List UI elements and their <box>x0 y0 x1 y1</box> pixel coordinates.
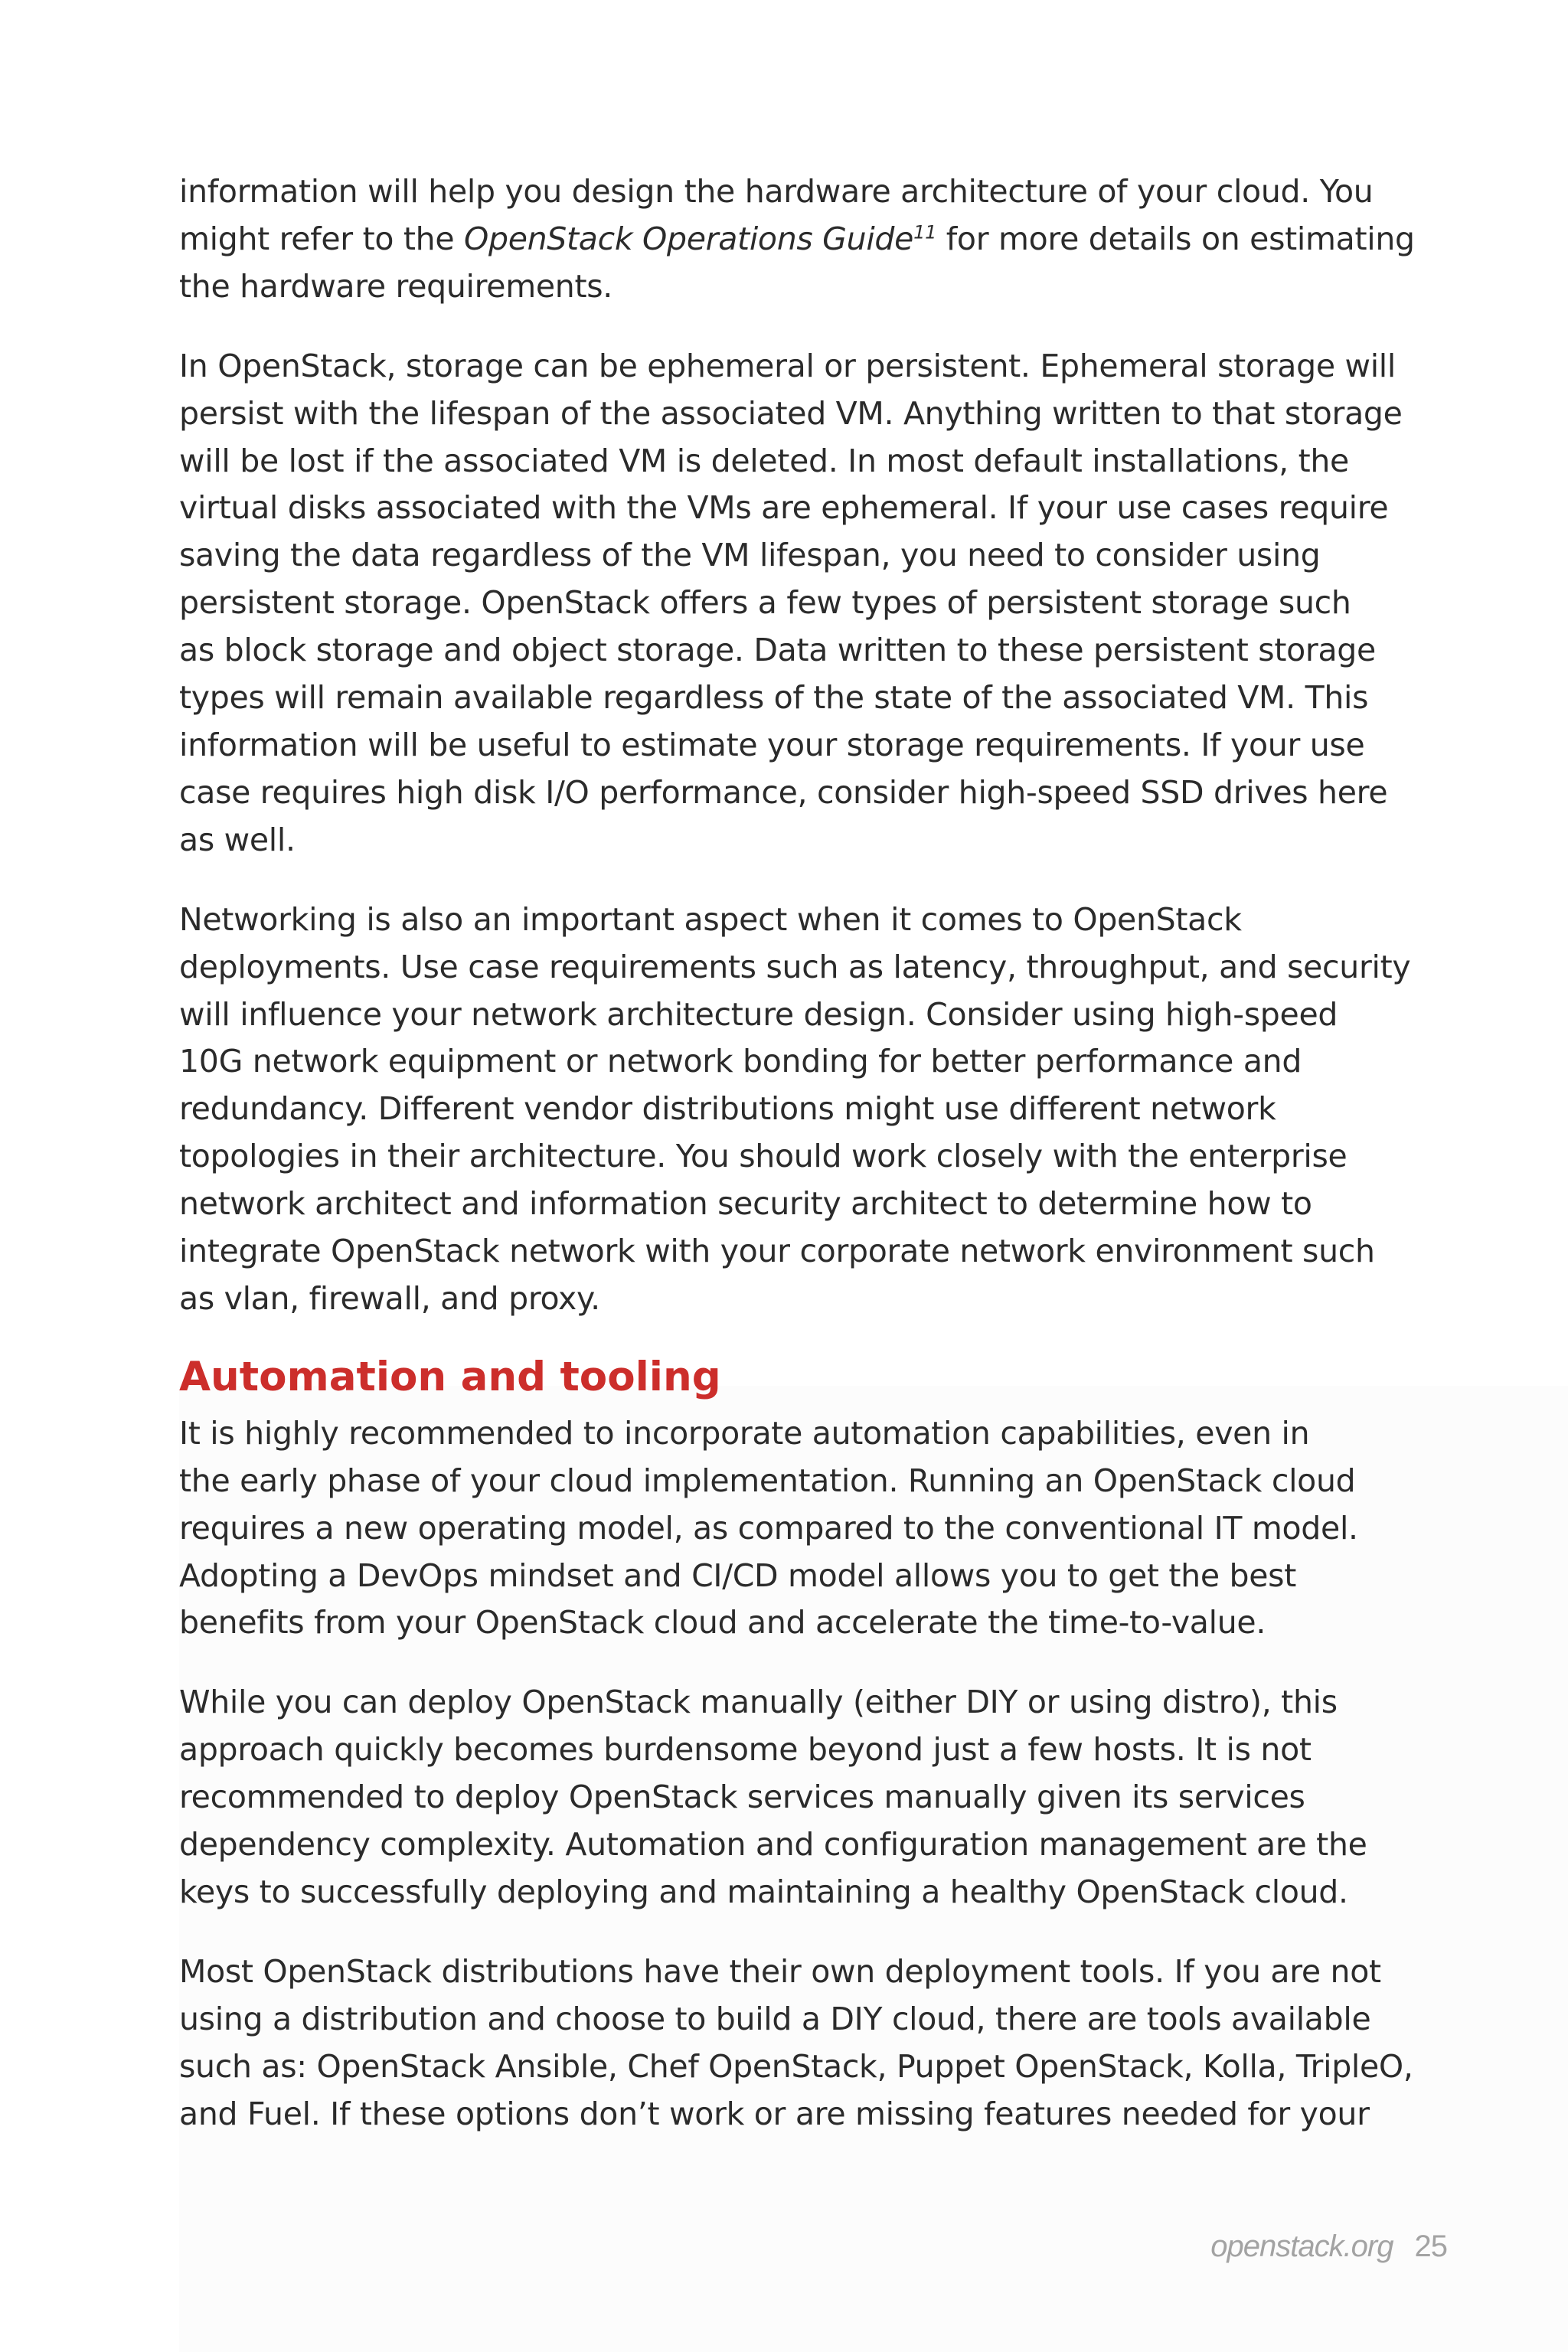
text-line: will be lost if the associated VM is deleted. In most default installations, the <box>179 442 1349 479</box>
text-line: as block storage and object storage. Data written to these persistent storage <box>179 632 1376 669</box>
text-line: In OpenStack, storage can be ephemeral or persistent. Ephemeral storage will <box>179 347 1396 384</box>
text-line: the hardware requirements. <box>179 267 613 305</box>
text-line: network architect and information security architect to determine how to <box>179 1185 1312 1223</box>
text-fragment: might refer to the <box>179 220 464 257</box>
text-line: virtual disks associated with the VMs are ephemeral. If your use cases require <box>179 489 1389 527</box>
text-line: will influence your network architecture design. Consider using high-speed <box>179 995 1338 1033</box>
text-line: requires a new operating model, as compared to the conventional IT model. <box>179 1509 1358 1547</box>
text-line: such as: OpenStack Ansible, Chef OpenStack, Puppet OpenStack, Kolla, TripleO, <box>179 2047 1413 2085</box>
text-line: benefits from your OpenStack cloud and accelerate the time-to-value. <box>179 1604 1266 1642</box>
paragraph-automation <box>179 1410 1419 1648</box>
section-heading: Automation and tooling <box>179 1353 721 1400</box>
text-line: as vlan, firewall, and proxy. <box>179 1279 600 1317</box>
text-line: 10G network equipment or network bonding for better performance and <box>179 1043 1302 1080</box>
text-line: integrate OpenStack network with your corporate network environment such <box>179 1233 1375 1270</box>
guide-title: OpenStack Operations Guide <box>464 220 914 257</box>
document-body <box>179 168 1419 2138</box>
paragraph-hardware-intro <box>179 168 1419 311</box>
text-line: information will help you design the hardware architecture of your cloud. You <box>179 173 1374 210</box>
page-footer <box>1210 2230 1447 2264</box>
text-line: deployments. Use case requirements such as latency, throughput, and security <box>179 948 1411 985</box>
text-line: topologies in their architecture. You should work closely with the enterprise <box>179 1138 1348 1175</box>
text-line: as well. <box>179 821 296 858</box>
text-line: types will remain available regardless of the state of the associated VM. This <box>179 679 1369 717</box>
paragraph-deployment-tools <box>179 1949 1419 2138</box>
text-line: keys to successfully deploying and maintaining a healthy OpenStack cloud. <box>179 1873 1348 1910</box>
text-line: dependency complexity. Automation and configuration management are the <box>179 1826 1367 1864</box>
text-line: and Fuel. If these options don’t work or are missing features needed for your <box>179 2095 1370 2132</box>
text-line: case requires high disk I/O performance, consider high-speed SSD drives here <box>179 773 1388 811</box>
text-line: the early phase of your cloud implementation. Running an OpenStack cloud <box>179 1462 1356 1499</box>
text-line: Networking is also an important aspect when it comes to OpenStack <box>179 900 1242 938</box>
paragraph-networking <box>179 897 1419 1323</box>
text-line: While you can deploy OpenStack manually (either DIY or using distro), this <box>179 1684 1338 1721</box>
text-fragment: for more details on estimating <box>936 220 1415 257</box>
text-line: It is highly recommended to incorporate automation capabilities, even in <box>179 1414 1310 1452</box>
text-line: approach quickly becomes burdensome beyond just a few hosts. It is not <box>179 1731 1312 1769</box>
paragraph-manual-deploy <box>179 1679 1419 1916</box>
text-line: redundancy. Different vendor distributions might use different network <box>179 1090 1276 1128</box>
text-line: Most OpenStack distributions have their own deployment tools. If you are not <box>179 1952 1381 1990</box>
paragraph-storage <box>179 343 1419 864</box>
text-line: information will be useful to estimate your storage requirements. If your use <box>179 726 1365 763</box>
text-line: recommended to deploy OpenStack services manually given its services <box>179 1779 1305 1816</box>
text-line: persist with the lifespan of the associated VM. Anything written to that storage <box>179 394 1403 432</box>
text-line: persistent storage. OpenStack offers a few types of persistent storage such <box>179 584 1351 622</box>
text-line: using a distribution and choose to build a DIY cloud, there are tools available <box>179 2000 1371 2037</box>
footnote-marker: 11 <box>913 221 937 243</box>
text-line: saving the data regardless of the VM lifespan, you need to consider using <box>179 537 1321 574</box>
text-line: Adopting a DevOps mindset and CI/CD model allows you to get the best <box>179 1557 1296 1594</box>
footer-site: openstack.org <box>1210 2230 1393 2263</box>
page-number: 25 <box>1414 2230 1447 2263</box>
text-line <box>179 216 1419 263</box>
